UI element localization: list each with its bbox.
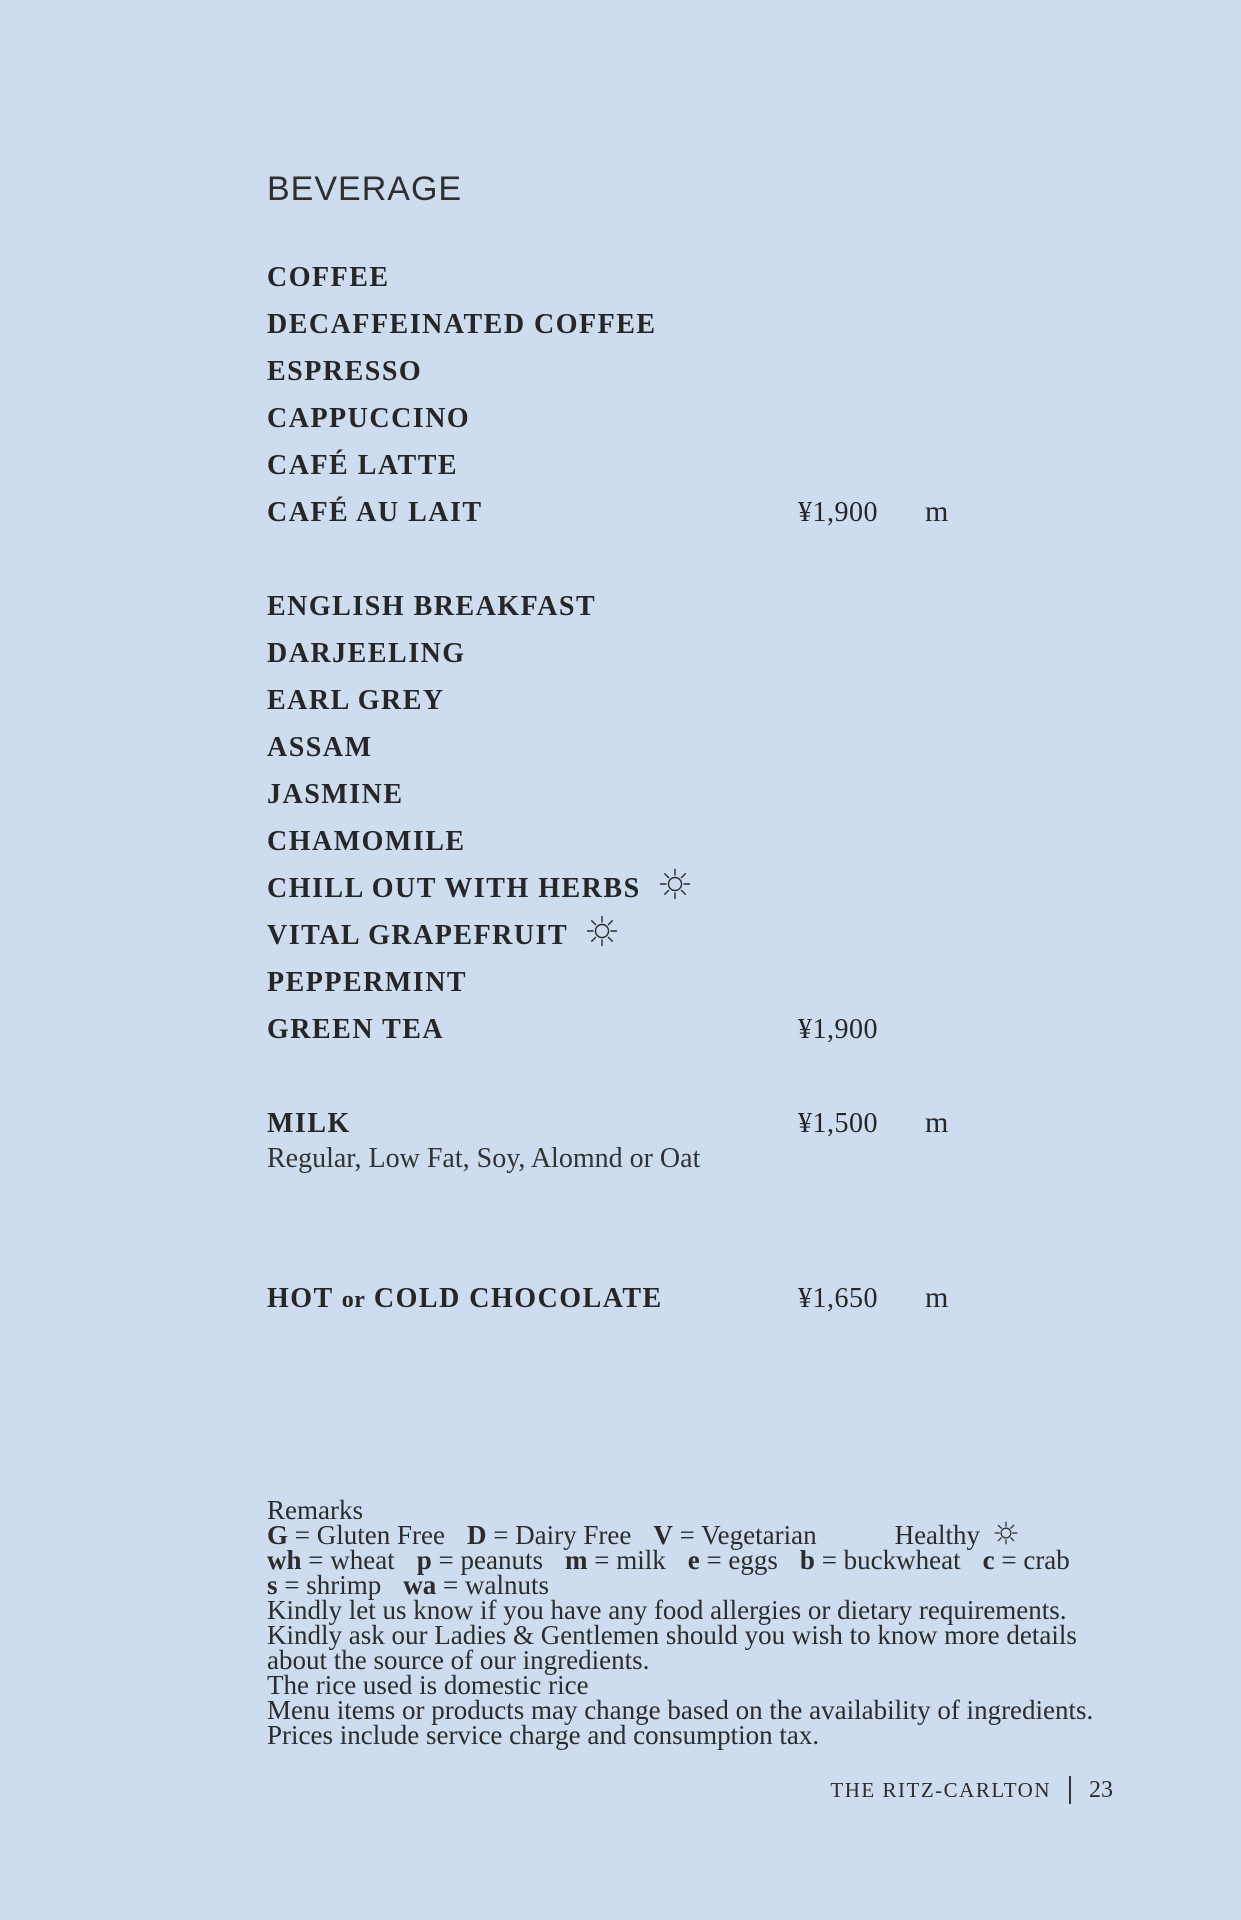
page-number: 23 [1089, 1776, 1113, 1803]
allergen-code: wa [403, 1570, 437, 1600]
menu-item: COFFEE [267, 262, 390, 293]
legend-code: V [653, 1520, 673, 1550]
remarks-note: The rice used is domestic rice [267, 1670, 589, 1700]
remarks-note: about the source of our ingredients. [267, 1645, 650, 1675]
remarks-note: Kindly ask our Ladies & Gentlemen should you wish to know more details [267, 1620, 1077, 1650]
legend-code: D [466, 1520, 487, 1550]
allergen-text: = milk [594, 1545, 666, 1575]
allergen-code: p [416, 1545, 432, 1575]
allergen-line [267, 1545, 1093, 1575]
allergen-tag: m [925, 1106, 949, 1139]
menu-item-healthy [267, 875, 691, 906]
menu-item-label: CHILL OUT WITH HERBS [267, 873, 641, 904]
menu-item: CAFÉ LATTE [267, 450, 459, 481]
remarks-note: Prices include service charge and consumption tax. [267, 1720, 820, 1750]
allergen-text: = buckwheat [821, 1545, 961, 1575]
remarks-block [267, 1495, 1094, 1750]
menu-item [267, 1285, 663, 1313]
allergen-code: s [267, 1570, 278, 1600]
chocolate-price: ¥1,650 [798, 1283, 878, 1314]
allergen-code: e [687, 1545, 700, 1575]
allergen-tag: m [925, 495, 949, 528]
menu-item: MILK [267, 1108, 351, 1139]
menu-item: CAFÉ AU LAIT [267, 497, 483, 528]
allergen-code: b [799, 1545, 815, 1575]
section-heading: BEVERAGE [267, 170, 463, 208]
footer-divider [1069, 1776, 1071, 1804]
chocolate-name-b: COLD CHOCOLATE [373, 1283, 663, 1314]
chocolate-name-a: HOT [267, 1283, 334, 1314]
legend-text: = Vegetarian [679, 1520, 817, 1550]
legend-code: G [267, 1520, 289, 1550]
milk-price: ¥1,500 [798, 1108, 878, 1139]
menu-item-healthy [267, 922, 618, 953]
allergen-text: = eggs [706, 1545, 778, 1575]
menu-item: CAPPUCCINO [267, 403, 471, 434]
allergen-text: = walnuts [443, 1570, 549, 1600]
page-footer [830, 1776, 1113, 1804]
tea-price: ¥1,900 [798, 1014, 878, 1045]
menu-item: GREEN TEA [267, 1014, 445, 1045]
menu-item: ENGLISH BREAKFAST [267, 591, 597, 622]
allergen-code: c [982, 1545, 995, 1575]
allergen-text: = crab [1001, 1545, 1070, 1575]
menu-item: ESPRESSO [267, 356, 423, 387]
legend-text: = Dairy Free [493, 1520, 632, 1550]
menu-item: DARJEELING [267, 638, 466, 669]
remarks-note: Menu items or products may change based on the availability of ingredients. [267, 1695, 1094, 1725]
menu-item: PEPPERMINT [267, 967, 468, 998]
coffee-price: ¥1,900 [798, 497, 878, 528]
menu-item: EARL GREY [267, 685, 445, 716]
allergen-tag: m [925, 1281, 949, 1314]
menu-item: DECAFFEINATED COFFEE [267, 309, 657, 340]
menu-item: JASMINE [267, 779, 404, 810]
sun-icon [586, 915, 618, 953]
chocolate-conj: or [341, 1287, 366, 1313]
allergen-code: m [564, 1545, 588, 1575]
menu-item: ASSAM [267, 732, 373, 763]
remarks-title: Remarks [267, 1495, 363, 1525]
allergen-code: wh [267, 1545, 302, 1575]
allergen-text: = wheat [308, 1545, 395, 1575]
menu-item: CHAMOMILE [267, 826, 466, 857]
legend-text: = Gluten Free [294, 1520, 445, 1550]
healthy-label: Healthy [894, 1520, 981, 1550]
milk-options: Regular, Low Fat, Soy, Alomnd or Oat [267, 1143, 701, 1174]
allergen-text: = shrimp [284, 1570, 382, 1600]
sun-icon [659, 868, 691, 906]
remarks-note: Kindly let us know if you have any food allergies or dietary requirements. [267, 1595, 1067, 1625]
brand-name: THE RITZ-CARLTON [830, 1777, 1051, 1802]
allergen-text: = peanuts [438, 1545, 543, 1575]
menu-item-label: VITAL GRAPEFRUIT [267, 920, 569, 951]
